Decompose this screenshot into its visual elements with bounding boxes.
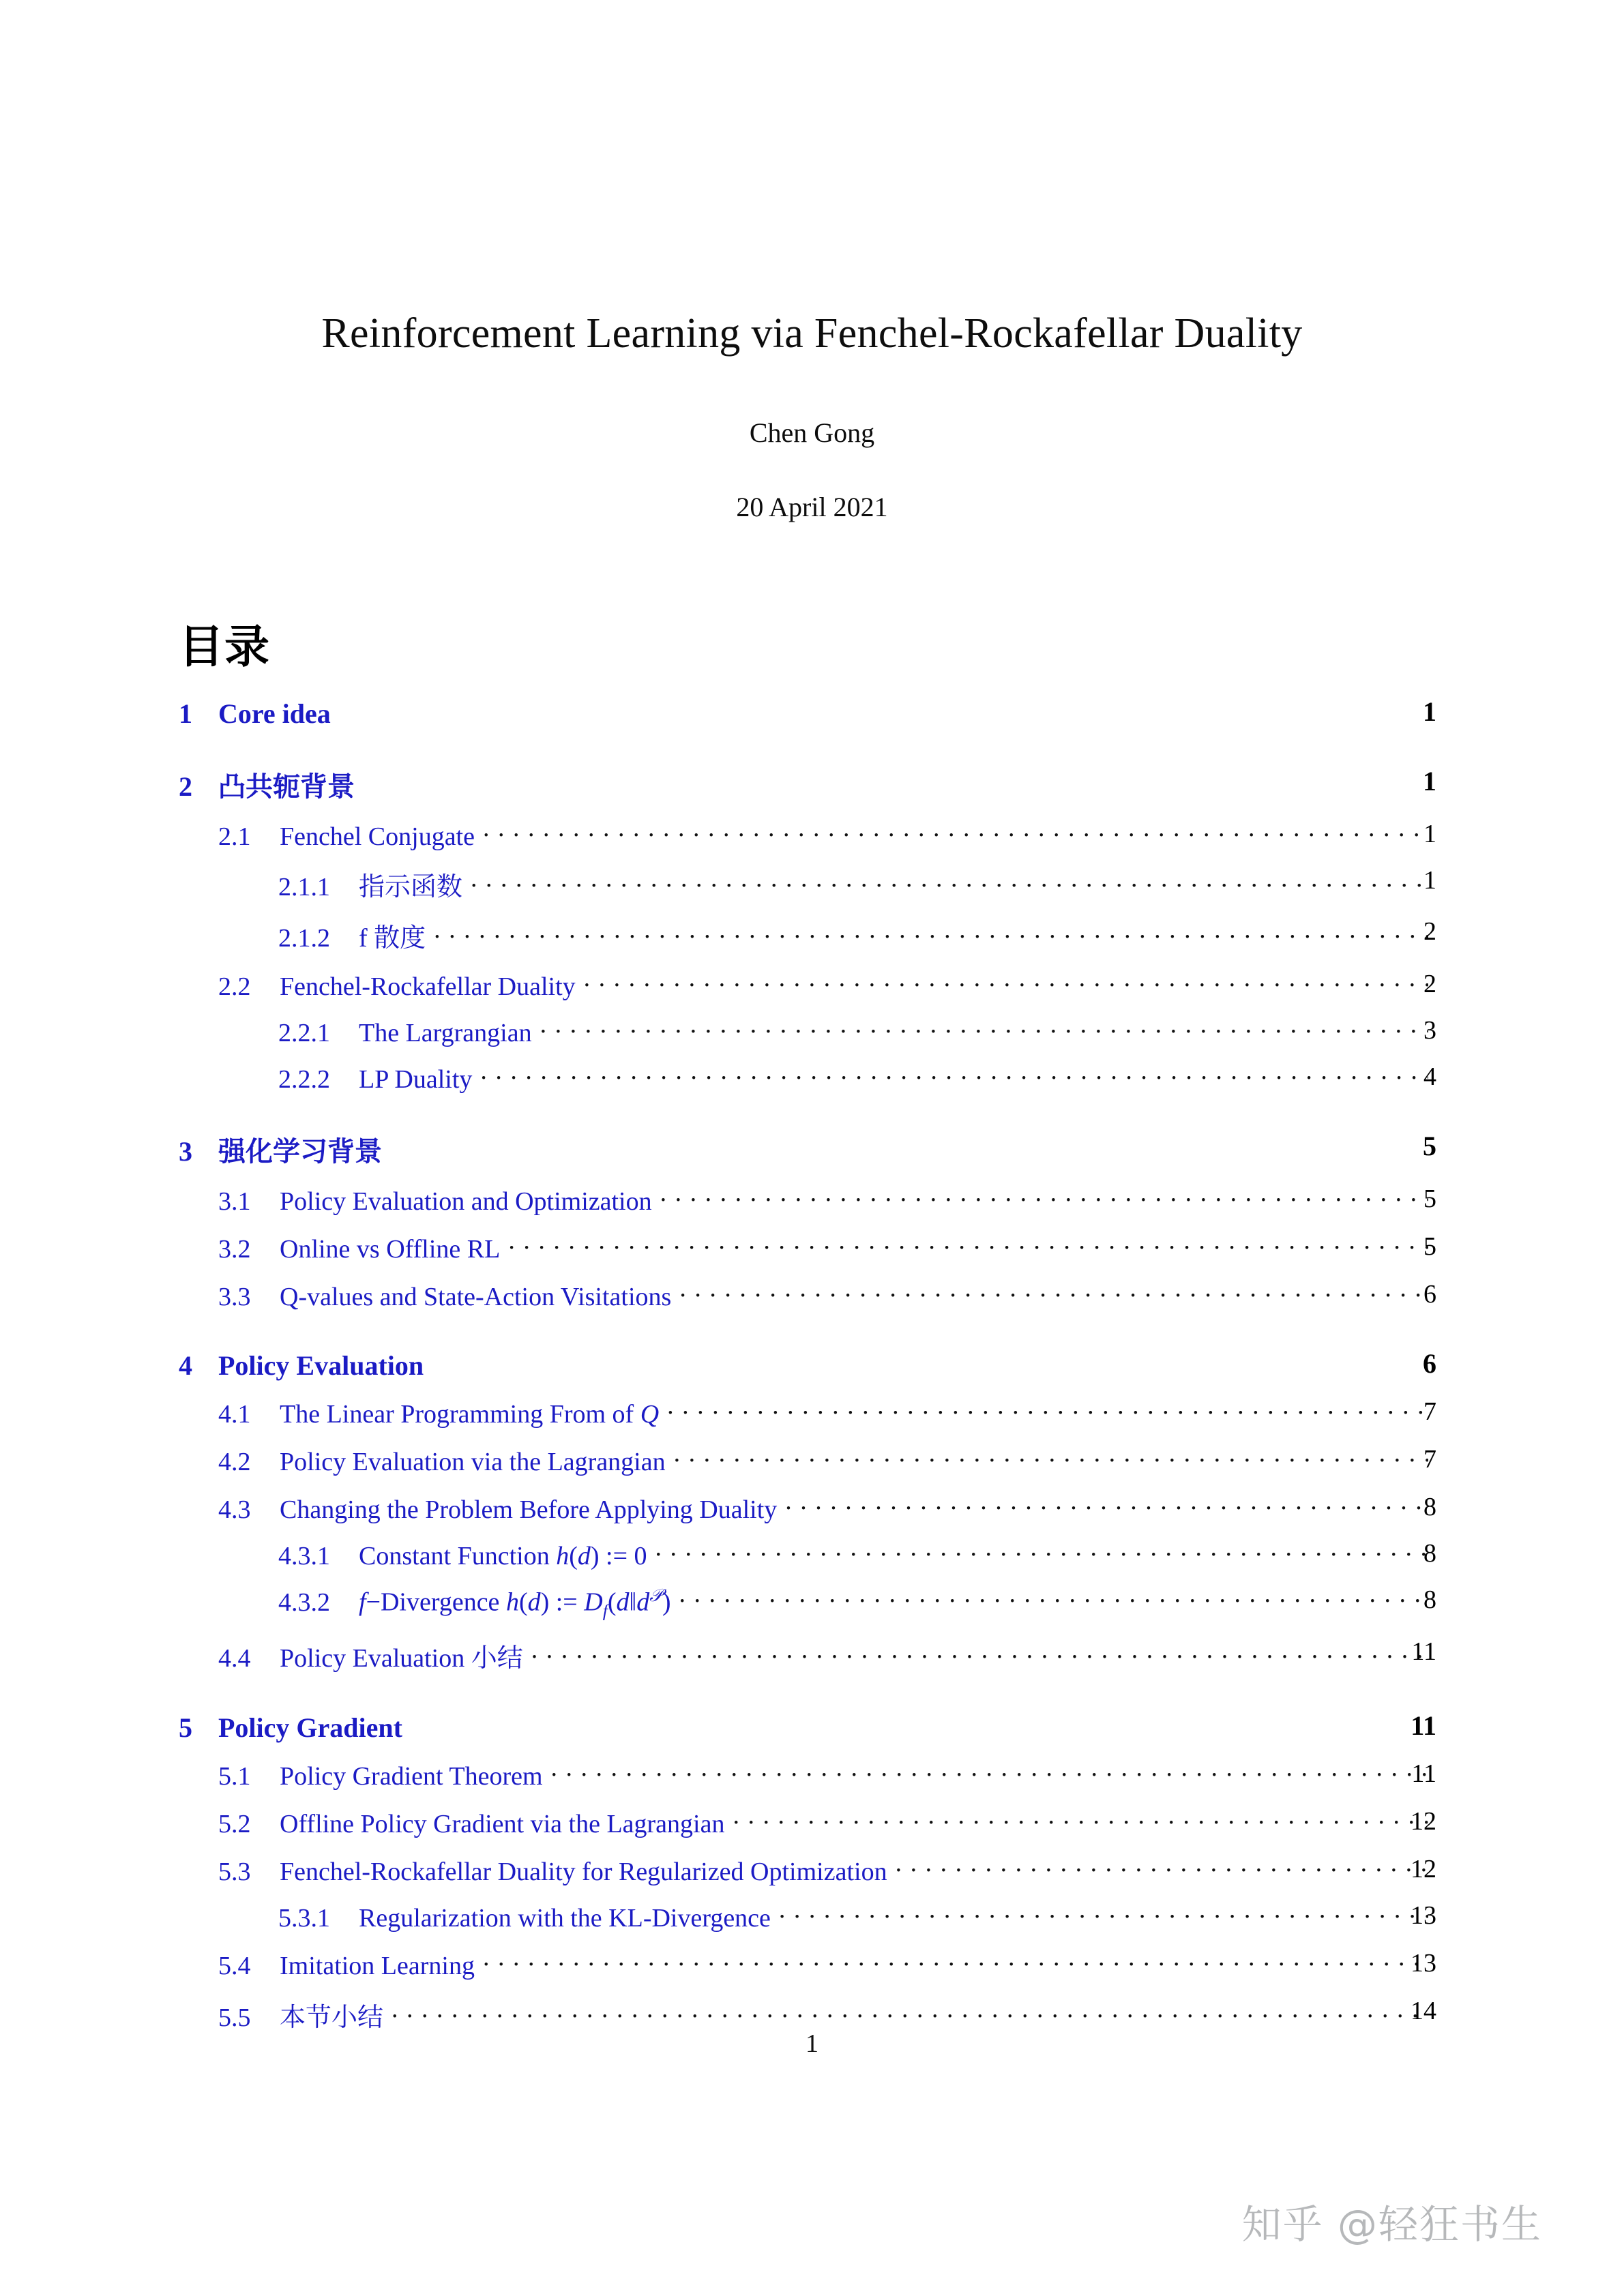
toc-leader-dots: [551, 1759, 1428, 1785]
toc-entry-title: Constant Function h(d) := 0: [359, 1542, 647, 1570]
toc-entry-number: 5.2: [218, 1809, 251, 1838]
toc-entry[interactable]: [0, 1759, 1624, 1791]
toc-entry-title: Core idea: [218, 698, 331, 729]
toc-entry[interactable]: [0, 1806, 1624, 1839]
toc-entry-title: LP Duality: [359, 1065, 473, 1094]
toc-entry[interactable]: [0, 1232, 1624, 1264]
toc-entry-page: 11: [1411, 1710, 1436, 1741]
toc-entry-number: 4.2: [218, 1448, 251, 1476]
toc-entry-title: Fenchel Conjugate: [280, 822, 475, 851]
toc-entry-number: 2: [179, 771, 192, 802]
toc-entry[interactable]: [0, 1854, 1624, 1887]
toc-entry-title: Policy Evaluation and Optimization: [280, 1187, 652, 1216]
toc-entry-title: 指示函数: [359, 873, 463, 901]
title-block: [0, 310, 1624, 523]
toc-leader-dots: [480, 1062, 1428, 1088]
toc-entry-number: 5.5: [218, 2003, 251, 2032]
toc-entry-page: 7: [1423, 1445, 1436, 1474]
toc-leader-dots: [540, 1015, 1428, 1041]
toc-entry-number: 5.3: [218, 1857, 251, 1886]
toc-entry-page: 13: [1411, 1948, 1436, 1978]
table-of-contents: [0, 696, 1624, 2033]
toc-entry[interactable]: [0, 1279, 1624, 1312]
toc-leader-dots: [584, 969, 1428, 995]
toc-entry-title: The Largrangian: [359, 1019, 532, 1047]
toc-entry-number: 5.1: [218, 1761, 251, 1791]
toc-entry-page: 12: [1411, 1854, 1436, 1883]
document-date: 20 April 2021: [736, 492, 888, 523]
toc-entry-number: 3.2: [218, 1235, 251, 1264]
toc-entry-title: Offline Policy Gradient via the Lagrangian: [280, 1809, 725, 1838]
toc-entry[interactable]: [0, 1062, 1624, 1094]
toc-entry[interactable]: [0, 1492, 1624, 1525]
toc-leader-dots: [733, 1806, 1428, 1832]
toc-entry[interactable]: [0, 1397, 1624, 1429]
toc-entry-number: 3.3: [218, 1283, 251, 1311]
toc-entry[interactable]: [0, 969, 1624, 1002]
toc-entry-number: 2.2.1: [278, 1019, 330, 1047]
toc-leader-dots: [471, 869, 1428, 895]
toc-heading: 目录: [179, 623, 270, 672]
toc-entry-page: 6: [1423, 1348, 1436, 1379]
toc-entry-title: Policy Gradient Theorem: [280, 1761, 543, 1791]
toc-leader-dots: [508, 1232, 1428, 1257]
toc-entry-number: 1: [179, 698, 192, 729]
toc-entry-number: 4.4: [218, 1643, 251, 1673]
toc-entry-number: 2.2.2: [278, 1065, 330, 1094]
toc-entry-page: 14: [1411, 1996, 1436, 2025]
toc-leader-dots: [679, 1279, 1428, 1305]
toc-entry-number: 4.3.1: [278, 1542, 330, 1570]
toc-entry[interactable]: [0, 1444, 1624, 1477]
toc-entry[interactable]: [0, 696, 1624, 730]
toc-entry-page: 5: [1423, 1131, 1436, 1161]
toc-leader-dots: [392, 2000, 1428, 2026]
toc-entry-page: 2: [1423, 970, 1436, 998]
document-author: Chen Gong: [749, 417, 875, 449]
toc-entry-page: 3: [1423, 1016, 1436, 1045]
toc-entry-number: 2.2: [218, 972, 251, 1001]
toc-entry-title: Online vs Offline RL: [280, 1235, 501, 1264]
toc-entry-number: 4.1: [218, 1400, 251, 1429]
toc-entry-title: Policy Evaluation via the Lagrangian: [280, 1448, 666, 1476]
toc-entry-title: Q-values and State-Action Visitations: [280, 1283, 672, 1311]
toc-entry[interactable]: [0, 819, 1624, 852]
toc-entry-page: 1: [1423, 866, 1436, 895]
toc-entry-title: 凸共轭背景: [218, 771, 355, 802]
toc-entry[interactable]: [0, 1130, 1624, 1169]
toc-entry[interactable]: [0, 1538, 1624, 1571]
toc-entry-number: 5.3.1: [278, 1903, 330, 1933]
toc-entry-title: Imitation Learning: [280, 1951, 475, 1980]
toc-entry-number: 2.1.2: [278, 924, 330, 953]
toc-entry-number: 5: [179, 1712, 192, 1743]
toc-leader-dots: [674, 1444, 1428, 1470]
toc-entry[interactable]: [0, 1948, 1624, 1981]
toc-entry-page: 12: [1411, 1806, 1436, 1836]
toc-entry-number: 4: [179, 1350, 192, 1381]
toc-entry[interactable]: [0, 1015, 1624, 1048]
toc-leader-dots: [531, 1641, 1428, 1667]
toc-leader-dots: [667, 1397, 1428, 1422]
toc-entry-page: 1: [1423, 820, 1436, 848]
toc-entry-page: 1: [1423, 696, 1436, 727]
toc-entry-page: 2: [1423, 917, 1436, 946]
toc-entry-number: 3: [179, 1136, 192, 1167]
toc-entry-number: 2.1.1: [278, 873, 330, 901]
toc-entry-page: 8: [1423, 1539, 1436, 1568]
toc-leader-dots: [483, 1948, 1428, 1974]
toc-entry-title: The Linear Programming From of Q: [280, 1400, 660, 1429]
toc-entry-number: 2.1: [218, 822, 251, 851]
toc-leader-dots: [896, 1854, 1428, 1880]
toc-entry-title: Regularization with the KL-Divergence: [359, 1903, 771, 1933]
toc-entry[interactable]: [0, 1996, 1624, 2033]
toc-entry[interactable]: [0, 1900, 1624, 1933]
toc-leader-dots: [655, 1538, 1428, 1564]
toc-entry-title: 本节小结: [280, 2003, 384, 2032]
toc-entry-title: Policy Evaluation: [218, 1350, 424, 1381]
toc-leader-dots: [785, 1492, 1428, 1518]
toc-entry[interactable]: [0, 1710, 1624, 1744]
toc-entry-title: Changing the Problem Before Applying Duality: [280, 1495, 778, 1524]
toc-entry-page: 6: [1423, 1280, 1436, 1309]
toc-entry-page: 5: [1423, 1184, 1436, 1213]
toc-entry-page: 11: [1411, 1637, 1436, 1666]
toc-entry[interactable]: [0, 1184, 1624, 1217]
watermark: 知乎 @轻狂书生: [1241, 2201, 1542, 2248]
toc-leader-dots: [660, 1184, 1428, 1210]
toc-entry-title: Policy Evaluation 小结: [280, 1643, 523, 1673]
page-number-footer: 1: [806, 2029, 818, 2058]
toc-entry-number: 4.3: [218, 1495, 251, 1524]
toc-entry-page: 4: [1423, 1062, 1436, 1091]
toc-entry-title: f−Divergence h(d) := $D_f(d‖d^𝒫)$: [359, 1585, 671, 1621]
toc-entry-title: Fenchel-Rockafellar Duality: [280, 972, 576, 1001]
toc-entry-title: f 散度: [359, 924, 426, 953]
toc-leader-dots: [483, 819, 1428, 845]
toc-entry-page: 8: [1423, 1493, 1436, 1521]
toc-entry-title: Fenchel-Rockafellar Duality for Regularized Optimization: [280, 1857, 887, 1886]
toc-leader-dots: [779, 1900, 1428, 1926]
page-title: Reinforcement Learning via Fenchel-Rockafellar Duality: [321, 310, 1303, 357]
toc-entry-page: 7: [1423, 1397, 1436, 1426]
toc-leader-dots: [434, 921, 1428, 946]
toc-entry-page: 13: [1411, 1900, 1436, 1930]
toc-entry-page: 11: [1411, 1759, 1436, 1788]
toc-entry[interactable]: [0, 1585, 1624, 1622]
toc-leader-dots: [679, 1585, 1429, 1611]
toc-entry[interactable]: [0, 916, 1624, 954]
toc-entry-page: 1: [1423, 766, 1436, 796]
toc-entry[interactable]: [0, 865, 1624, 903]
toc-entry[interactable]: [0, 1637, 1624, 1674]
toc-entry[interactable]: [0, 1347, 1624, 1382]
toc-entry-number: 3.1: [218, 1187, 251, 1216]
toc-entry-title: 强化学习背景: [218, 1136, 382, 1167]
toc-entry[interactable]: [0, 765, 1624, 804]
toc-entry-page: 5: [1423, 1232, 1436, 1261]
toc-entry-title: Policy Gradient: [218, 1712, 402, 1743]
toc-entry-number: 4.3.2: [278, 1588, 330, 1617]
toc-entry-page: 8: [1423, 1585, 1436, 1614]
toc-entry-number: 5.4: [218, 1951, 251, 1980]
